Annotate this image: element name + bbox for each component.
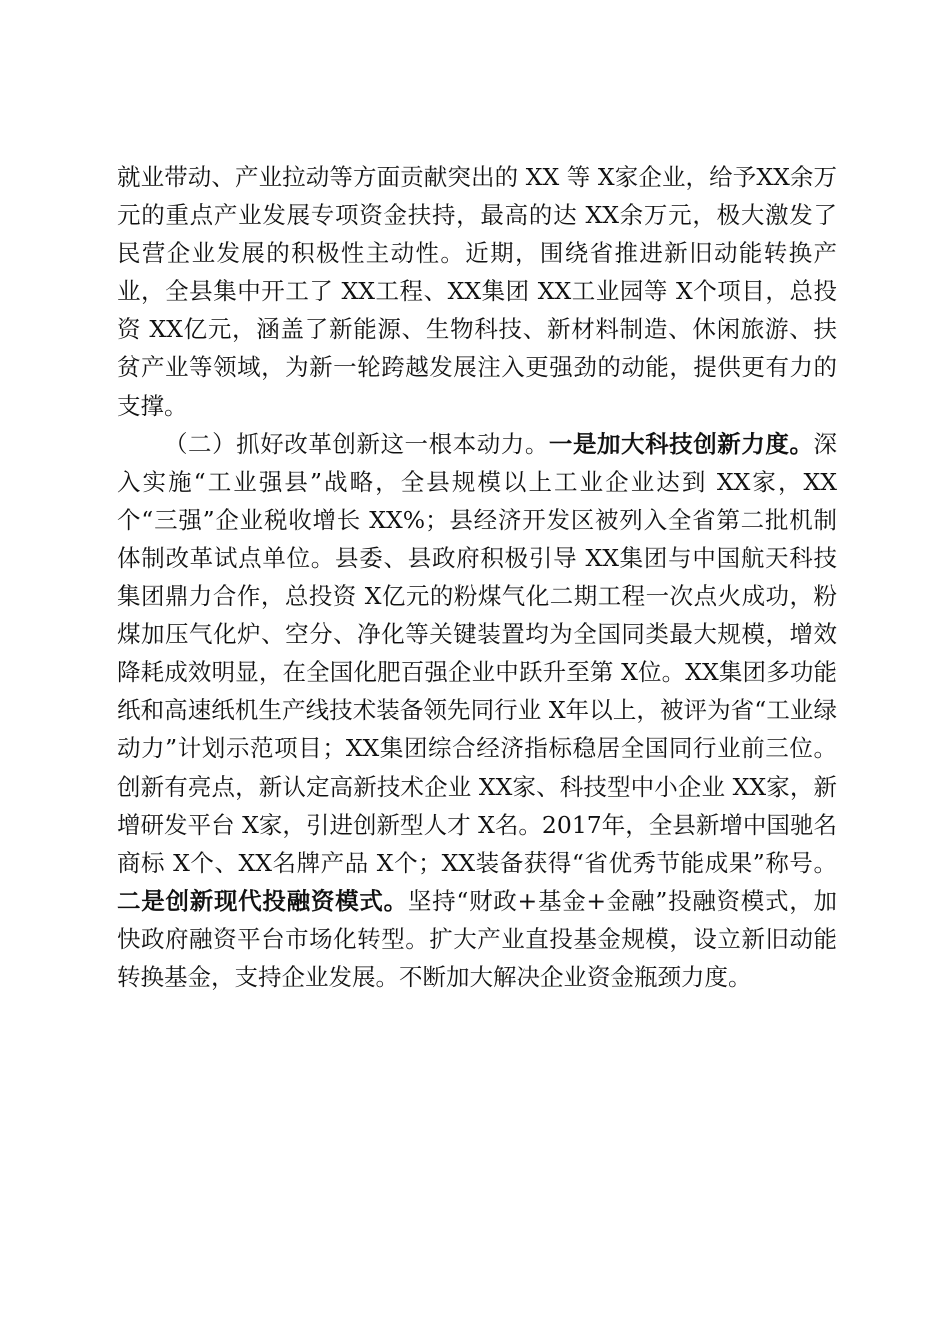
paragraph-1-text: 就业带动、产业拉动等方面贡献突出的 XX 等 X家企业，给予XX余万元的重点产业发展专项资金扶持，最高的达 XX余万元，极大激发了民营企业发展的积极性主动性。近期，围绕省推进新旧动能转换产业，全县集中开工了 XX工程、XX集团 XX工业园等 X个项目，总投资 XX亿元，涵盖了新能源、生物科技、新材料制造、休闲旅游、扶贫产业等领域，为新一轮跨越发展注入更强劲的动能，提供更有力的支撑。	[117, 163, 837, 420]
point-two-text: 坚持“财政+基金+金融”投融资模式，加快政府融资平台市场化转型。扩大产业直投基金规模，设立新旧动能转换基金，支持企业发展。不断加大解决企业资金瓶颈力度。	[117, 886, 837, 991]
paragraph-2	[117, 425, 837, 996]
point-two-heading: 二是创新现代投融资模式。	[117, 886, 408, 915]
section-heading: （二）抓好改革创新这一根本动力。	[164, 429, 549, 458]
document-body	[117, 158, 837, 996]
point-one-heading: 一是加大科技创新力度。	[548, 429, 814, 458]
paragraph-1	[117, 158, 837, 425]
point-one-text: 深入实施“工业强县”战略，全县规模以上工业企业达到 XX家，XX个“三强”企业税收增长 XX%；县经济开发区被列入全省第二批机制体制改革试点单位。县委、县政府积极引导 XX集团与中国航天科技集团鼎力合作，总投资 X亿元的粉煤气化二期工程一次点火成功，粉煤加压气化炉、空分、净化等关键装置均为全国同类最大规模，增效降耗成效明显，在全国化肥百强企业中跃升至第 X位。XX集团多功能纸和高速纸机生产线技术装备领先同行业 X年以上，被评为省“工业绿动力”计划示范项目；XX集团综合经济指标稳居全国同行业前三位。创新有亮点，新认定高新技术企业 XX家、科技型中小企业 XX家，新增研发平台 X家，引进创新型人才 X名。2017年，全县新增中国驰名商标 X个、XX名牌产品 X个；XX装备获得“省优秀节能成果”称号。	[117, 429, 838, 877]
